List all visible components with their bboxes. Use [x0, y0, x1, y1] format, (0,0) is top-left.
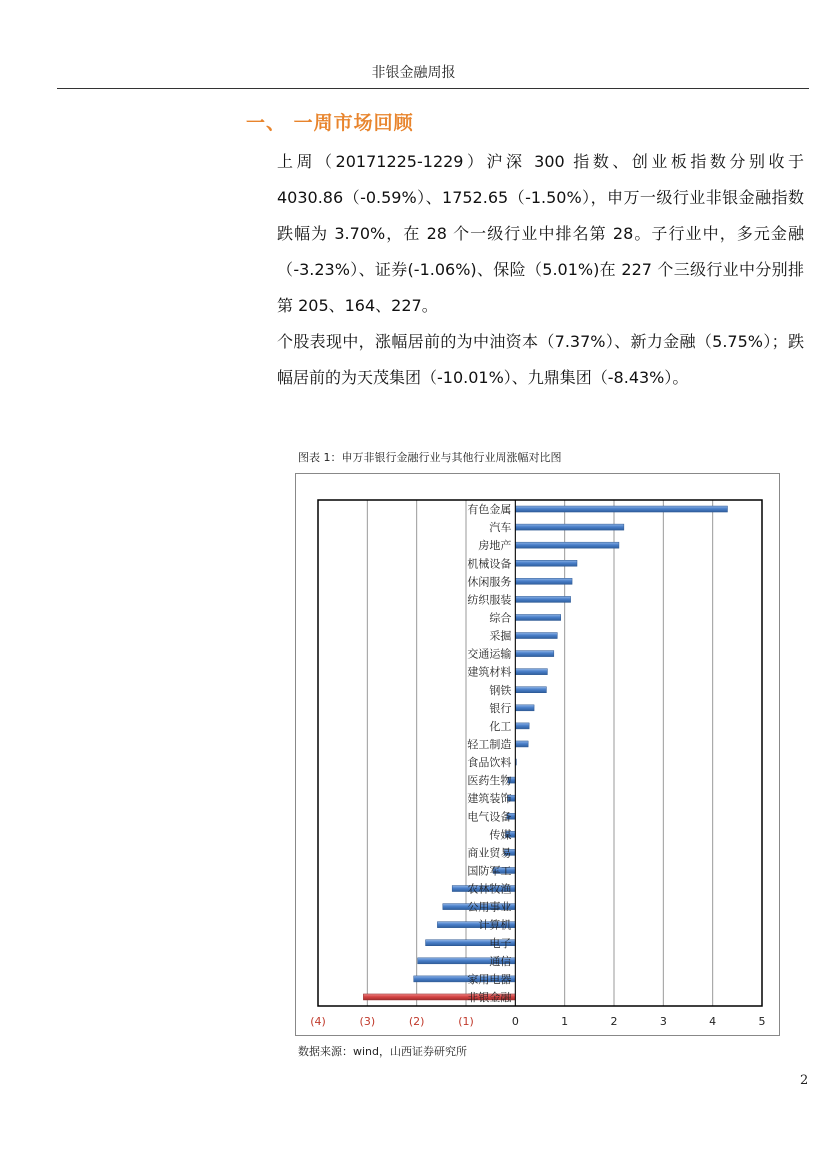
category-label: 计算机	[478, 918, 512, 932]
category-label: 通信	[489, 954, 512, 968]
bar-建筑材料	[515, 669, 547, 675]
bar-机械设备	[515, 560, 577, 566]
chart-caption: 图表 1：申万非银行金融行业与其他行业周涨幅对比图	[298, 451, 562, 464]
category-label: 房地产	[478, 539, 512, 553]
x-tick-label: (3)	[359, 1015, 376, 1028]
category-label: 建筑材料	[467, 665, 512, 679]
category-label: 家用电器	[467, 972, 512, 986]
category-label: 轻工制造	[467, 737, 512, 751]
category-label: 汽车	[489, 521, 512, 535]
x-tick-label: (4)	[310, 1015, 326, 1028]
bar-钢铁	[515, 687, 546, 693]
bar-纺织服装	[515, 596, 570, 602]
stock-performance-paragraph: 个股表现中，涨幅居前的为中油资本（7.37%）、新力金融（5.75%）；跌幅居前的为天茂集团（-10.01%）、九鼎集团（-8.43%）。	[277, 332, 804, 387]
category-label: 银行	[489, 701, 512, 715]
x-tick-label: 5	[758, 1015, 766, 1028]
bar-化工	[515, 723, 529, 729]
category-label: 交通运输	[467, 647, 512, 661]
header-divider	[57, 88, 809, 89]
category-label: 公用事业	[467, 900, 512, 914]
category-label: 建筑装饰	[467, 792, 512, 806]
x-tick-label: 4	[709, 1015, 717, 1028]
category-label: 国防军工	[467, 864, 512, 878]
bar-交通运输	[515, 651, 553, 657]
category-label: 机械设备	[467, 557, 512, 571]
category-label: 电气设备	[467, 810, 512, 824]
category-label: 有色金属	[467, 503, 512, 517]
market-review-paragraph: 上周（20171225-1229）沪深 300 指数、创业板指数分别收于 4030.86（-0.59%）、1752.65（-1.50%），申万一级行业非银金融指数跌幅为 3.70%，在 28 个一级行业中排名第 28。子行业中，多元金融（-3.23%）、证券(-1.06%)、保险（5.01%)在 227 个三级行业中分别排第 205、164、227。	[277, 152, 804, 315]
bar-汽车	[515, 524, 624, 530]
category-label: 非银金融	[467, 990, 512, 1004]
category-label: 纺织服装	[467, 593, 512, 607]
x-tick-label: 0	[511, 1015, 519, 1028]
category-label: 休闲服务	[467, 575, 512, 589]
x-tick-label: (2)	[408, 1015, 425, 1028]
chart-source-note: 数据来源：wind，山西证券研究所	[298, 1045, 468, 1058]
category-label: 钢铁	[489, 683, 512, 697]
bar-休闲服务	[515, 578, 572, 584]
section-heading: 一、 一周市场回顾	[246, 112, 414, 134]
category-label: 农林牧渔	[467, 882, 512, 896]
bar-有色金属	[515, 506, 727, 512]
category-label: 采掘	[489, 629, 512, 643]
bar-综合	[515, 614, 560, 620]
bar-轻工制造	[515, 741, 528, 747]
category-label: 传媒	[489, 828, 512, 842]
report-header-title: 非银金融周报	[371, 65, 456, 81]
page-number: 2	[800, 1073, 809, 1088]
x-tick-label: 3	[659, 1015, 667, 1028]
x-tick-label: (1)	[458, 1015, 474, 1028]
bar-采掘	[515, 633, 557, 639]
bar-银行	[515, 705, 534, 711]
bar-房地产	[515, 542, 619, 548]
x-tick-label: 1	[561, 1015, 569, 1028]
category-label: 医药生物	[467, 774, 512, 788]
industry-weekly-change-chart	[296, 474, 779, 1035]
plot-area-border	[318, 500, 762, 1006]
chart-frame	[295, 473, 780, 1036]
category-label: 化工	[489, 719, 512, 733]
category-label: 电子	[489, 936, 512, 950]
category-label: 食品饮料	[467, 756, 512, 770]
category-label: 综合	[489, 611, 512, 625]
x-tick-label: 2	[610, 1015, 618, 1028]
category-label: 商业贸易	[467, 846, 512, 860]
